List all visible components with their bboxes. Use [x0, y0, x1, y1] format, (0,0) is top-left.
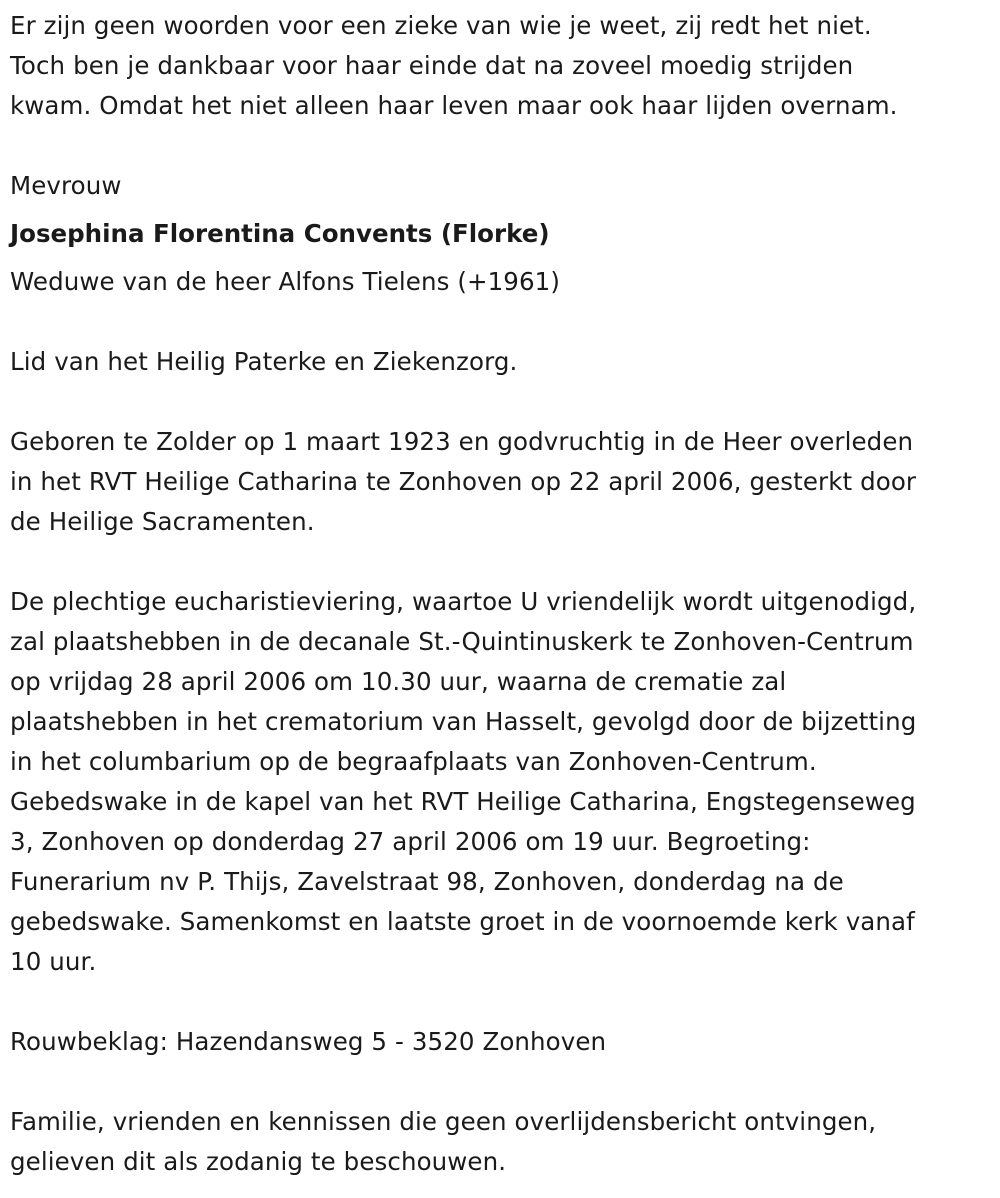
ceremony-line: Gebedswake in de kapel van het RVT Heilige Catharina, Engstegenseweg — [10, 787, 916, 816]
ceremony-line: 10 uur. — [10, 947, 97, 976]
ceremony-line: plaatshebben in het crematorium van Hasselt, gevolgd door de bijzetting — [10, 707, 917, 736]
birth-death-line: de Heilige Sacramenten. — [10, 507, 315, 536]
ceremony-paragraph — [10, 582, 990, 982]
birth-death-line: Geboren te Zolder op 1 maart 1923 en godvruchtig in de Heer overleden — [10, 427, 914, 456]
intro-line: Toch ben je dankbaar voor haar einde dat na zoveel moedig strijden — [10, 51, 854, 80]
ceremony-line: zal plaatshebben in de decanale St.-Quintinuskerk te Zonhoven-Centrum — [10, 627, 914, 656]
ceremony-line: Funerarium nv P. Thijs, Zavelstraat 98, Zonhoven, donderdag na de — [10, 867, 844, 896]
ceremony-line: op vrijdag 28 april 2006 om 10.30 uur, waarna de crematie zal — [10, 667, 787, 696]
ceremony-line: 3, Zonhoven op donderdag 27 april 2006 om 19 uur. Begroeting: — [10, 827, 811, 856]
closing-line: Familie, vrienden en kennissen die geen overlijdensbericht ontvingen, — [10, 1107, 877, 1136]
membership-line: Lid van het Heilig Paterke en Ziekenzorg. — [10, 347, 518, 376]
closing-line: gelieven dit als zodanig te beschouwen. — [10, 1147, 507, 1176]
ceremony-line: in het columbarium op de begraafplaats van Zonhoven-Centrum. — [10, 747, 817, 776]
condolences-address: Rouwbeklag: Hazendansweg 5 - 3520 Zonhoven — [10, 1027, 607, 1056]
salutation: Mevrouw — [10, 171, 122, 200]
birth-death-line: in het RVT Heilige Catharina te Zonhoven op 22 april 2006, gesterkt door — [10, 467, 917, 496]
deceased-name: Josephina Florentina Convents (Florke) — [10, 219, 550, 248]
intro-line: Er zijn geen woorden voor een zieke van wie je weet, zij redt het niet. — [10, 11, 872, 40]
intro-line: kwam. Omdat het niet alleen haar leven maar ook haar lijden overnam. — [10, 91, 898, 120]
closing-paragraph — [10, 1102, 990, 1182]
ceremony-line: gebedswake. Samenkomst en laatste groet in de voornoemde kerk vanaf — [10, 907, 915, 936]
intro-verse — [10, 6, 990, 126]
ceremony-line: De plechtige eucharistieviering, waartoe U vriendelijk wordt uitgenodigd, — [10, 587, 917, 616]
birth-death-paragraph — [10, 422, 990, 542]
spouse-line: Weduwe van de heer Alfons Tielens (+1961) — [10, 267, 561, 296]
